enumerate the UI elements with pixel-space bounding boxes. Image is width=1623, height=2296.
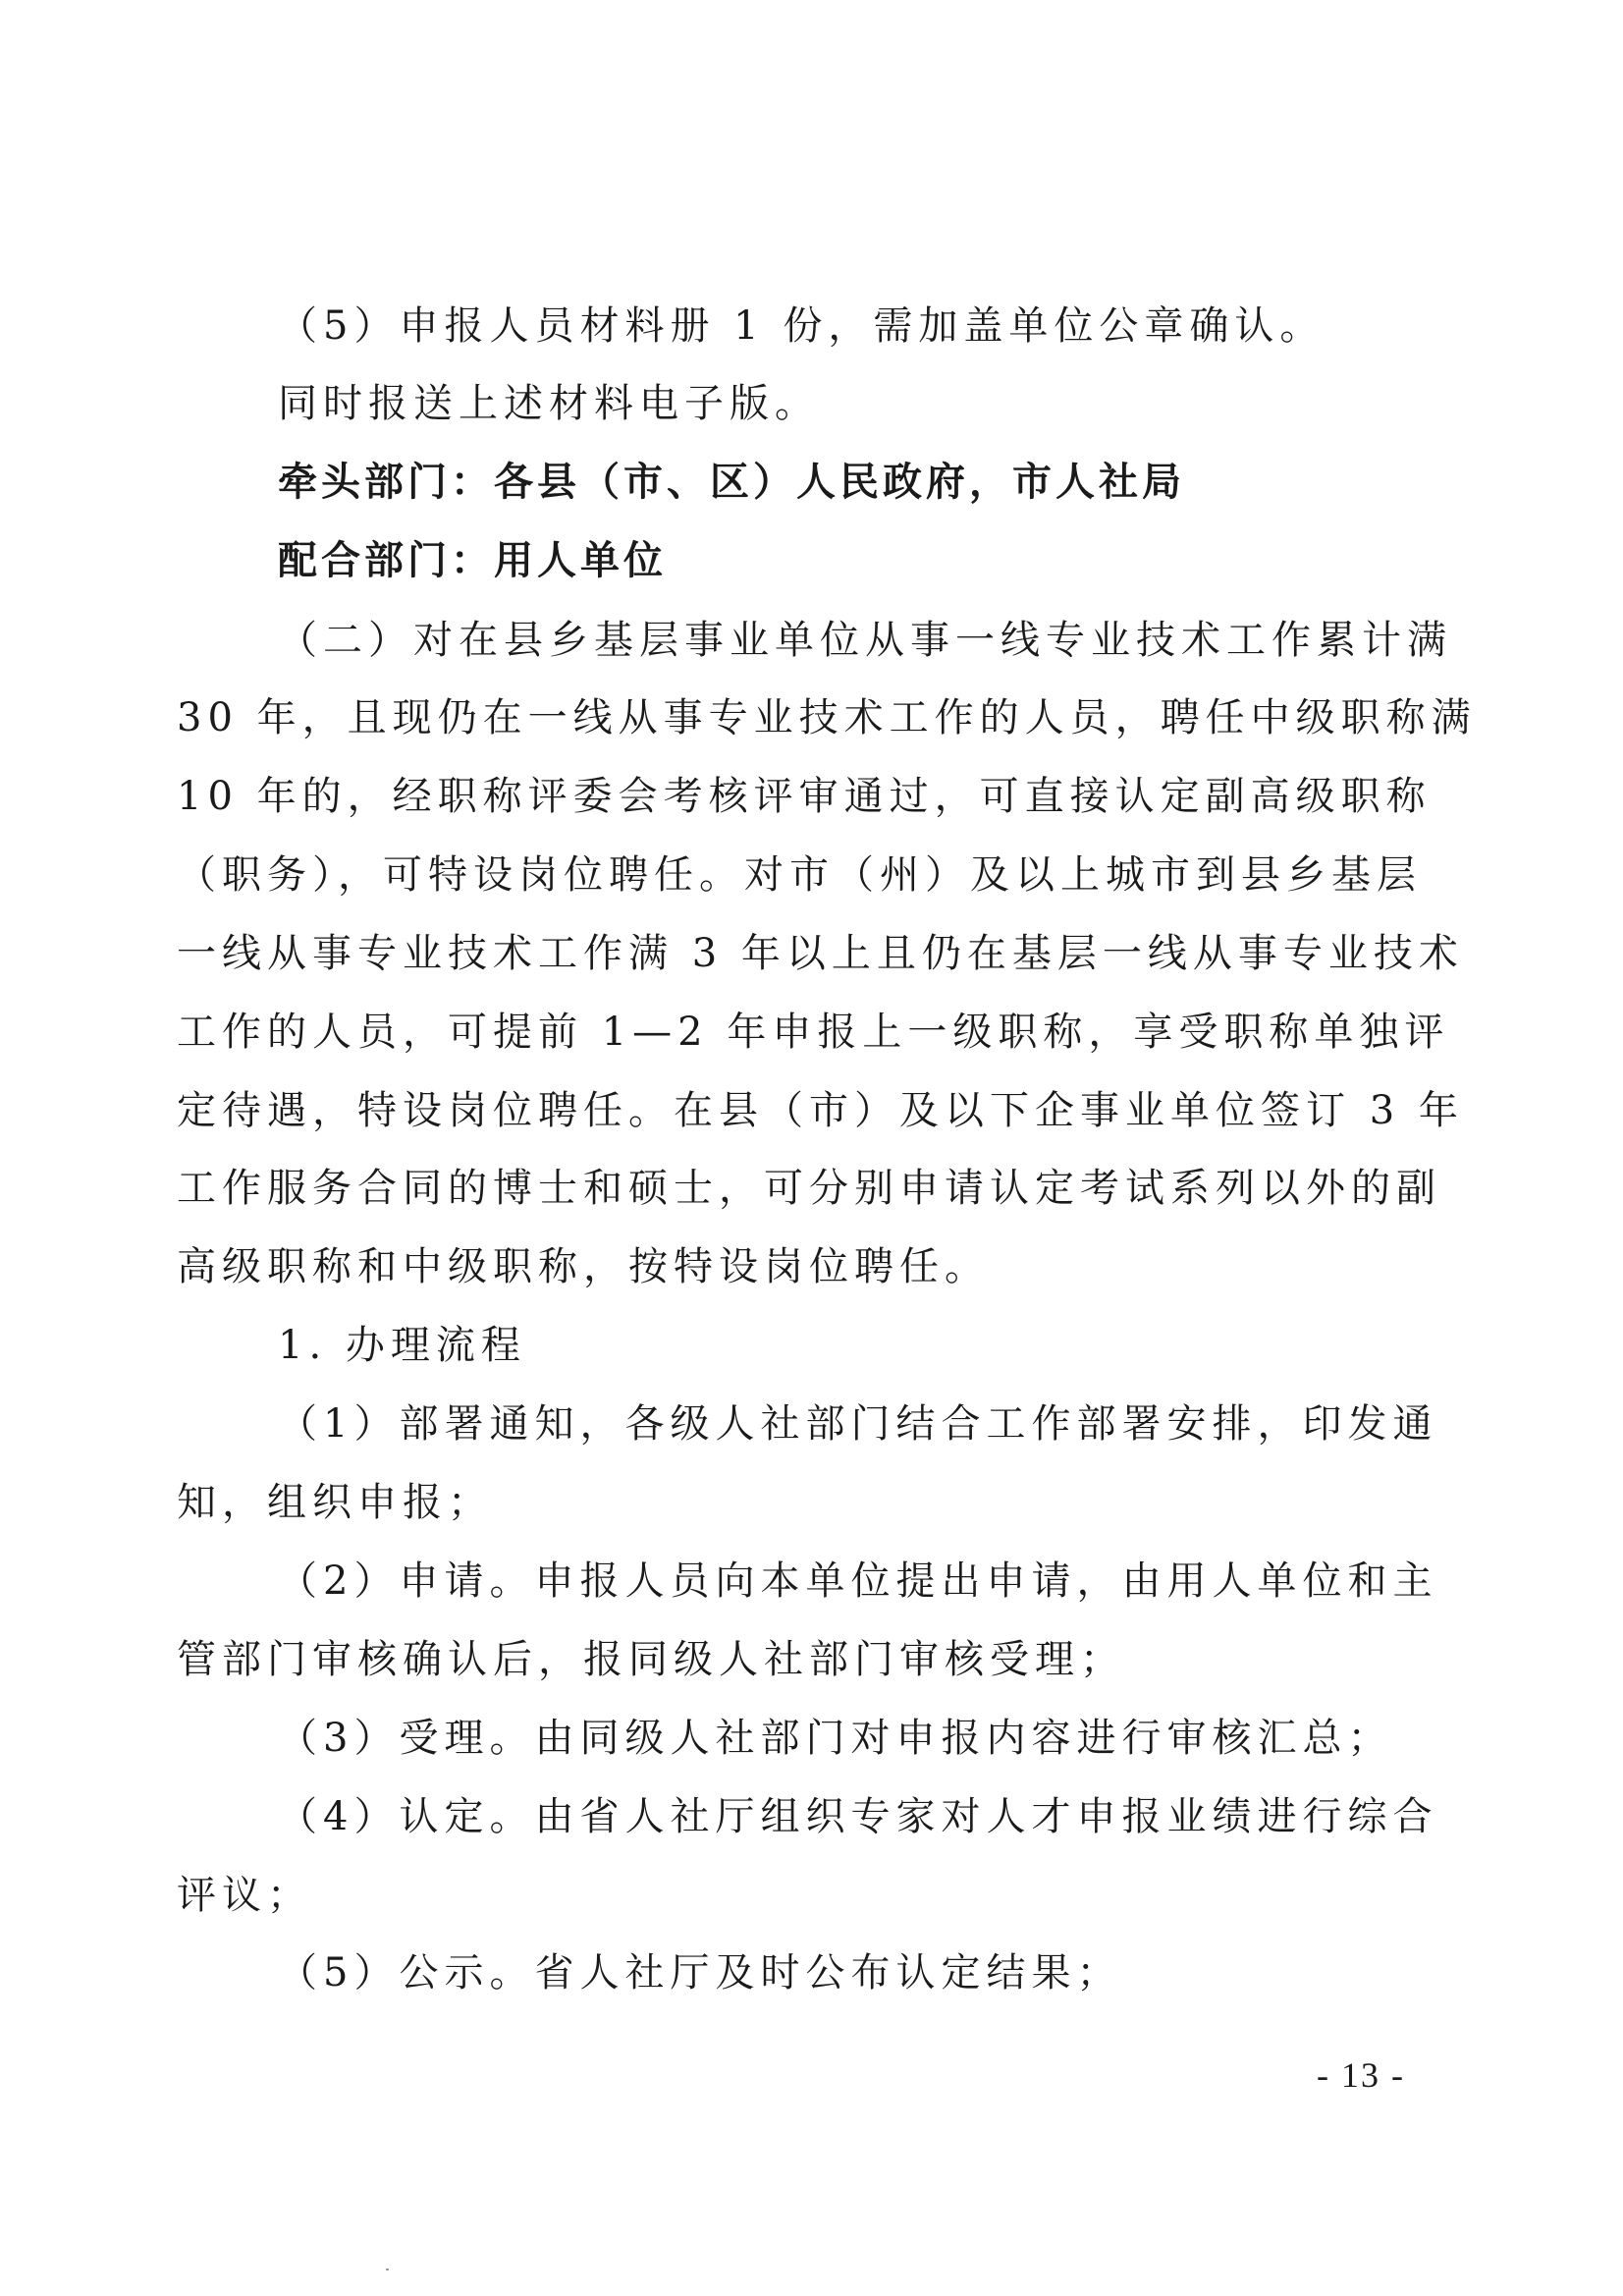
lead-department-line: 牵头部门：各县（市、区）人民政府，市人社局: [278, 460, 1185, 505]
cooperating-department-line: 配合部门：用人单位: [278, 538, 667, 583]
paragraph-line: 一线从事专业技术工作满 3 年以上且仍在基层一线从事专业技术: [177, 931, 1464, 976]
scan-speck: [386, 2269, 389, 2270]
paragraph-line: （职务），可特设岗位聘任。对市（州）及以上城市到县乡基层: [177, 852, 1422, 898]
paragraph-line: 10 年的，经职称评委会考核评审通过，可直接认定副高级职称: [177, 774, 1432, 819]
paragraph-line: 管部门审核确认后，报同级人社部门审核受理；: [177, 1637, 1125, 1682]
paragraph-line: 评议；: [177, 1873, 312, 1918]
paragraph-line: （5）申报人员材料册 1 份，需加盖单位公章确认。: [278, 303, 1325, 349]
paragraph-line: 30 年，且现仍在一线从事专业技术工作的人员，聘任中级职称满: [177, 695, 1477, 740]
paragraph-line: 知，组织申报；: [177, 1480, 493, 1525]
paragraph-line: （1）部署通知，各级人社部门结合工作部署安排，印发通: [278, 1401, 1438, 1447]
section-heading: 1. 办理流程: [278, 1323, 526, 1368]
paragraph-line: 工作的人员，可提前 1—2 年申报上一级职称，享受职称单独评: [177, 1010, 1450, 1055]
paragraph-line: （2）申请。申报人员向本单位提出申请，由用人单位和主: [278, 1558, 1438, 1604]
paragraph-line: 高级职称和中级职称，按特设岗位聘任。: [177, 1244, 990, 1289]
paragraph-line: （二）对在县乡基层事业单位从事一线专业技术工作累计满: [278, 618, 1452, 663]
paragraph-line: 工作服务合同的博士和硕士，可分别申请认定考试系列以外的副: [177, 1166, 1441, 1211]
paragraph-line: （5）公示。省人社厅及时公布认定结果；: [278, 1950, 1122, 1995]
paragraph-line: （3）受理。由同级人社部门对申报内容进行审核汇总；: [278, 1716, 1393, 1761]
paragraph-line: 定待遇，特设岗位聘任。在县（市）及以下企事业单位签订 3 年: [177, 1088, 1464, 1133]
paragraph-line: （4）认定。由省人社厅组织专家对人才申报业绩进行综合: [278, 1794, 1438, 1839]
page-number: - 13 -: [1317, 2055, 1405, 2095]
paragraph-line: 同时报送上述材料电子版。: [278, 381, 820, 426]
